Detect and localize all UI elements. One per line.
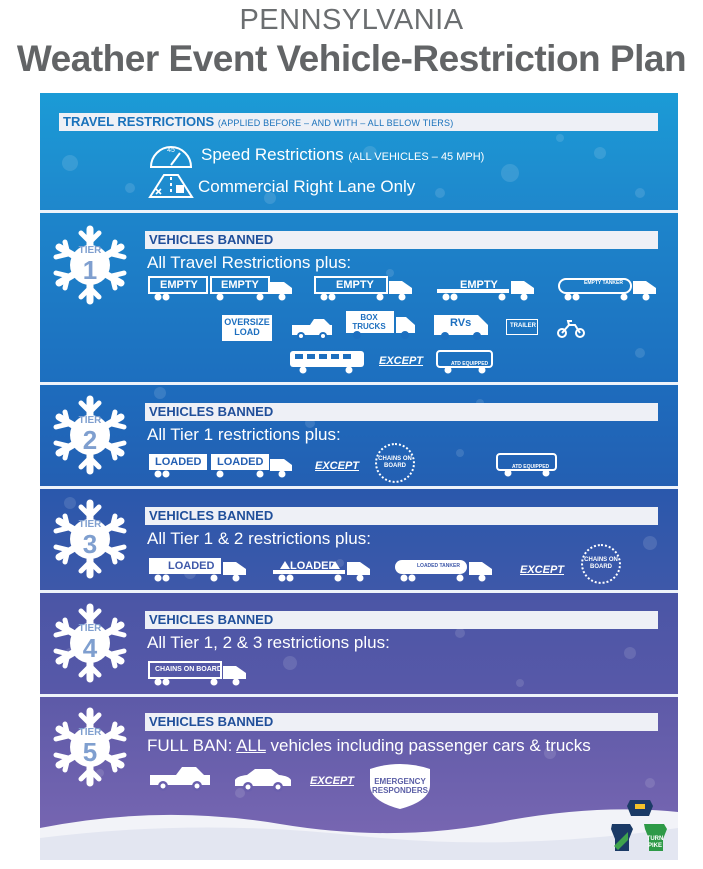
except-label: EXCEPT bbox=[520, 564, 565, 576]
loaded-label: LOADED bbox=[217, 456, 264, 468]
chains-on-board-badge: CHAINS ON BOARD bbox=[375, 443, 415, 483]
empty-label: EMPTY bbox=[336, 279, 374, 291]
tier-3-number: 3 bbox=[82, 529, 98, 559]
speed-note: (ALL VEHICLES – 45 MPH) bbox=[348, 151, 485, 163]
full-ban-prefix: FULL BAN: bbox=[147, 736, 237, 755]
tier-4-word: TIER bbox=[78, 623, 102, 634]
right-lane-road-icon bbox=[148, 173, 194, 199]
tier-2-heading: VEHICLES BANNED bbox=[145, 403, 658, 421]
tier-4-number: 4 bbox=[82, 633, 98, 663]
restriction-board bbox=[40, 93, 678, 860]
loaded-tanker-label: LOADED TANKER bbox=[417, 563, 460, 569]
speed-restrictions-row bbox=[201, 145, 484, 165]
divider bbox=[40, 486, 678, 489]
tier-1-badge bbox=[50, 225, 130, 305]
except-label: EXCEPT bbox=[379, 355, 424, 367]
loaded-label: LOADED bbox=[168, 560, 215, 572]
pike-text: PIKE bbox=[647, 843, 663, 849]
divider bbox=[40, 590, 678, 593]
snow-bank bbox=[40, 798, 678, 860]
bus-icon bbox=[289, 350, 367, 374]
loaded-label: LOADED bbox=[290, 560, 337, 572]
divider bbox=[40, 210, 678, 213]
tier-5-word: TIER bbox=[78, 727, 102, 738]
loaded-tanker-icon bbox=[394, 557, 494, 583]
travel-restrictions-heading bbox=[59, 113, 658, 131]
empty-label: EMPTY bbox=[221, 279, 259, 291]
turn-text: TURN bbox=[646, 836, 664, 842]
pa-turnpike-keystone-logo bbox=[611, 824, 633, 851]
passenger-car-icon bbox=[233, 768, 293, 792]
tier-1-lead: All Travel Restrictions plus: bbox=[147, 253, 352, 272]
tier-3-word: TIER bbox=[78, 519, 102, 530]
tier-4-badge bbox=[50, 603, 130, 683]
tier-5-lead bbox=[147, 736, 591, 756]
except-label: EXCEPT bbox=[310, 775, 355, 787]
tier-3-heading: VEHICLES BANNED bbox=[145, 507, 658, 525]
box-trucks-label: BOX TRUCKS bbox=[352, 313, 386, 331]
speedometer-icon bbox=[148, 139, 194, 169]
lane-label: Commercial Right Lane Only bbox=[198, 177, 416, 196]
chains-truck-label: CHAINS ON BOARD bbox=[155, 666, 222, 673]
turnpike-badge-logo bbox=[644, 824, 667, 851]
travel-heading-text: TRAVEL RESTRICTIONS bbox=[63, 114, 215, 129]
travel-heading-note: (APPLIED BEFORE – AND WITH – ALL BELOW TIERS) bbox=[217, 118, 454, 128]
full-ban-suffix: vehicles including passenger cars & trucks bbox=[265, 736, 591, 755]
agency-logos bbox=[608, 798, 674, 858]
tier-2-badge bbox=[50, 395, 130, 475]
full-ban-emphasis: ALL bbox=[236, 736, 266, 755]
rvs-label: RVs bbox=[450, 317, 472, 329]
penndot-keystone-logo bbox=[627, 800, 653, 816]
page-title: Weather Event Vehicle-Restriction Plan bbox=[16, 38, 687, 79]
divider bbox=[40, 694, 678, 697]
emergency-label: EMERGENCY RESPONDERS bbox=[371, 777, 428, 795]
trailer-label: TRAILER bbox=[510, 323, 536, 329]
tier-4-heading: VEHICLES BANNED bbox=[145, 611, 658, 629]
tier-5-badge bbox=[50, 707, 130, 787]
atd-label: ATD EQUIPPED bbox=[451, 361, 489, 367]
state-name: PENNSYLVANIA bbox=[239, 4, 464, 36]
tier-5-number: 5 bbox=[82, 737, 98, 767]
pickup-truck-icon bbox=[148, 765, 212, 791]
tier-1-number: 1 bbox=[82, 255, 98, 285]
speed-icon-value: 45 bbox=[167, 147, 175, 154]
tier-2-lead: All Tier 1 restrictions plus: bbox=[147, 425, 341, 444]
tier-3-badge bbox=[50, 499, 130, 579]
tier-2-word: TIER bbox=[78, 415, 102, 426]
tier-1-heading: VEHICLES BANNED bbox=[145, 231, 658, 249]
tier-4-lead: All Tier 1, 2 & 3 restrictions plus: bbox=[147, 633, 390, 652]
divider bbox=[40, 382, 678, 385]
tier-5-heading: VEHICLES BANNED bbox=[145, 713, 658, 731]
pickup-truck-icon bbox=[290, 317, 334, 341]
chains-on-board-badge: CHAINS ON BOARD bbox=[581, 544, 621, 584]
empty-label: EMPTY bbox=[160, 279, 198, 291]
empty-tanker-label: EMPTY TANKER bbox=[584, 280, 623, 286]
except-label: EXCEPT bbox=[315, 460, 360, 472]
motorcycle-icon bbox=[556, 317, 586, 339]
oversize-label: OVERSIZE LOAD bbox=[224, 317, 270, 337]
loaded-label: LOADED bbox=[155, 456, 202, 468]
tier-3-lead: All Tier 1 & 2 restrictions plus: bbox=[147, 529, 371, 548]
tier-1-word: TIER bbox=[78, 245, 102, 256]
chains-truck-icon bbox=[148, 661, 248, 687]
atd-label: ATD EQUIPPED bbox=[512, 464, 550, 470]
empty-label: EMPTY bbox=[460, 279, 498, 291]
tier-2-number: 2 bbox=[82, 425, 98, 455]
speed-label: Speed Restrictions bbox=[201, 145, 344, 164]
